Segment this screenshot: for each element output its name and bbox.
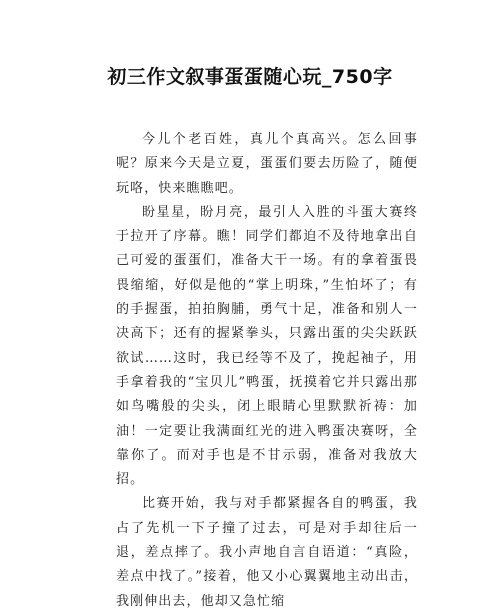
document-title: 初三作文叙事蛋蛋随心玩_750字 (107, 66, 393, 88)
paragraph-3: 比赛开始，我与对手都紧握各自的鸭蛋，我占了先机一下子撞了过去，可是对手却往后一退，差点摔了。我小声地自言自语道：“真险，差点中找了。”接着，他又小心翼翼地主动出击，我刚伸出去，他却又急忙缩 (116, 496, 418, 609)
document-body (116, 128, 418, 614)
paragraph-1: 今儿个老百姓，真儿个真高兴。怎么回事呢？原来今天是立夏，蛋蛋们要去历险了，随便玩咯，快来瞧瞧吧。 (116, 132, 418, 196)
paragraph-2: 盼星星，盼月亮，最引人入胜的斗蛋大赛终于拉开了序幕。瞧！同学们都迫不及待地拿出自己可爱的蛋蛋们，准备大干一场。有的拿着蛋畏畏缩缩，好似是他的“掌上明珠，”生怕坏了；有的手握蛋，拍拍胸脯，勇气十足，准备和别人一决高下；还有的握紧拳头，只露出蛋的尖尖跃跃欲试……这时，我已经等不及了，挽起袖子，用手拿着我的“宝贝儿”鸭蛋，抚摸着它并只露出那如鸟嘴般的尖头，闭上眼睛心里默默祈祷：加油！一定要让我满面红光的进入鸭蛋决赛呀，全靠你了。而对手也是不甘示弱，准备对我放大招。 (116, 204, 418, 488)
